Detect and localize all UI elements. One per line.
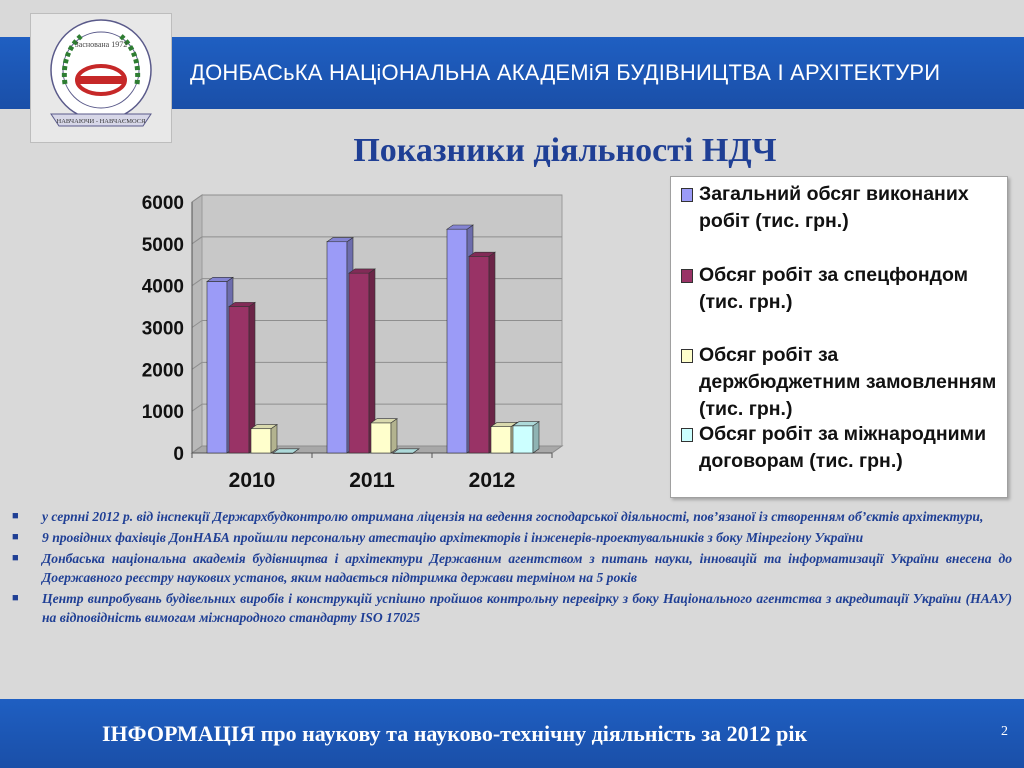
y-tick-label: 6000 bbox=[141, 193, 184, 214]
y-tick-label: 4000 bbox=[141, 276, 184, 298]
academy-logo bbox=[30, 13, 172, 143]
academy-emblem-icon bbox=[31, 14, 171, 142]
bar-2012-series-2 bbox=[469, 252, 495, 453]
bar-chart bbox=[140, 185, 570, 495]
x-category-label: 2011 bbox=[349, 469, 395, 492]
bullet-square-icon: ■ bbox=[12, 552, 19, 564]
bar-2010-series-3 bbox=[251, 425, 277, 453]
legend-label-international: Обсяг робіт за міжнародними договорам (тис. грн.) bbox=[699, 423, 987, 472]
legend-label-special-fund: Обсяг робіт за спецфондом (тис. грн.) bbox=[699, 264, 969, 313]
bullet-item: ■ у серпні 2012 р. від інспекції Держархбудконтролю отримана ліцензія на ведення господарської діяльності, пов’язаної із створенням об’єктів архітектури, bbox=[12, 509, 984, 524]
logo-founded-text: Заснована 1972 bbox=[74, 40, 128, 49]
legend-swatch-international bbox=[681, 428, 693, 442]
bullet-item: ■ Центр випробувань будівельних виробів і конструкцій успішно пройшов контрольну перевірку з боку Національного агентства з акредитації України (НААУ) на відповідність вимогам міжнародного стандарту ISO 17025 bbox=[12, 591, 1012, 625]
chart-legend bbox=[670, 176, 1008, 498]
legend-swatch-state-budget bbox=[681, 349, 693, 363]
y-tick-label: 0 bbox=[173, 444, 184, 465]
legend-label-state-budget: Обсяг робіт за держбюджетним замовленням (тис. грн.) bbox=[699, 344, 997, 420]
slide-title: Показники діяльності НДЧ bbox=[353, 132, 777, 169]
y-tick-label: 5000 bbox=[141, 234, 184, 256]
bullet-item: ■ 9 провідних фахівців ДонНАБА пройшли персональну атестацію архітекторів і інженерів-проектувальників з боку Мінрегіону України bbox=[12, 530, 864, 545]
bullet-list bbox=[12, 507, 1012, 629]
bullet-square-icon: ■ bbox=[12, 510, 19, 522]
legend-swatch-total bbox=[681, 188, 693, 202]
y-tick-label: 3000 bbox=[141, 318, 184, 340]
footer-text: ІНФОРМАЦІЯ про наукову та науково-технічну діяльність за 2012 рік bbox=[102, 721, 808, 746]
logo-motto-text: НАВЧАЮЧИ - НАВЧАЄМОСЯ bbox=[56, 118, 146, 125]
header-title: ДОНБАСьКА НАЦіОНАЛЬНА АКАДЕМіЯ БУДІВНИЦТВА І АРХІТЕКТУРИ bbox=[190, 60, 941, 85]
bar-2012-series-4 bbox=[513, 422, 539, 453]
y-tick-label: 1000 bbox=[141, 402, 184, 424]
legend-label-total: Загальний обсяг виконаних робіт (тис. грн.) bbox=[699, 183, 969, 232]
bullet-item: ■ Донбаська національна академія будівництва і архітектури Державним агентством з питань науки, інновацій та інформатизації України внесена до Доержавного реєстру наукових установ, яким надається підтримка держави терміном на 5 років bbox=[12, 551, 1012, 585]
legend-swatch-special-fund bbox=[681, 269, 693, 283]
y-tick-label: 2000 bbox=[141, 360, 184, 382]
bullet-square-icon: ■ bbox=[12, 531, 19, 543]
bar-2011-series-3 bbox=[371, 419, 397, 453]
bullet-square-icon: ■ bbox=[12, 592, 19, 604]
x-category-label: 2012 bbox=[468, 469, 516, 492]
page-number: 2 bbox=[1001, 724, 1008, 739]
x-category-label: 2010 bbox=[228, 469, 276, 492]
footer-band bbox=[0, 699, 1024, 768]
